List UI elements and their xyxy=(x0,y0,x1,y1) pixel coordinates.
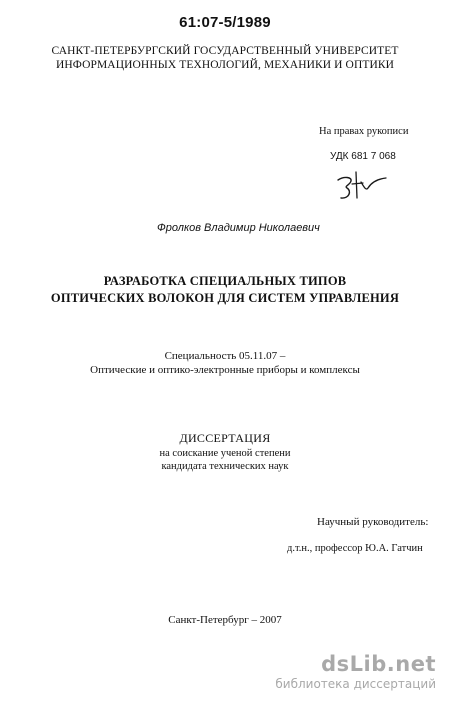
dissertation-title xyxy=(0,273,450,307)
specialty-line-2: Оптические и оптико-электронные приборы и комплексы xyxy=(90,364,360,376)
degree-line-2: кандидата технических наук xyxy=(161,461,289,472)
city-year: Санкт-Петербург – 2007 xyxy=(168,614,282,626)
specialty-line-1: Специальность 05.11.07 – xyxy=(164,350,286,362)
specialty xyxy=(0,349,450,377)
degree-description xyxy=(0,447,450,473)
title-line-2: ОПТИЧЕСКИХ ВОЛОКОН ДЛЯ СИСТЕМ УПРАВЛЕНИЯ xyxy=(50,291,400,305)
dissertation-heading: ДИССЕРТАЦИЯ xyxy=(179,431,271,445)
university-name-line-2: ИНФОРМАЦИОННЫХ ТЕХНОЛОГИЙ, МЕХАНИКИ И ОПТИКИ xyxy=(55,59,395,71)
watermark xyxy=(275,652,436,692)
author-name: Фролков Владимир Николаевич xyxy=(157,222,320,234)
signature-icon xyxy=(330,168,400,206)
watermark-subtitle: библиотека диссертаций xyxy=(275,677,436,691)
udk-code: УДК 681 7 068 xyxy=(330,151,396,162)
watermark-logo: dsLib.net xyxy=(321,652,436,676)
title-line-1: РАЗРАБОТКА СПЕЦИАЛЬНЫХ ТИПОВ xyxy=(103,274,347,288)
degree-line-1: на соискание ученой степени xyxy=(159,448,291,459)
archive-stamp: 61:07-5/1989 xyxy=(179,14,271,31)
supervisor-name: д.т.н., профессор Ю.А. Гатчин xyxy=(287,543,423,554)
manuscript-rights: На правах рукописи xyxy=(319,126,409,137)
university-name-line-1: САНКТ-ПЕТЕРБУРГСКИЙ ГОСУДАРСТВЕННЫЙ УНИВЕРСИТЕТ xyxy=(51,45,399,57)
supervisor-label: Научный руководитель: xyxy=(317,516,429,528)
university-name xyxy=(0,44,450,72)
